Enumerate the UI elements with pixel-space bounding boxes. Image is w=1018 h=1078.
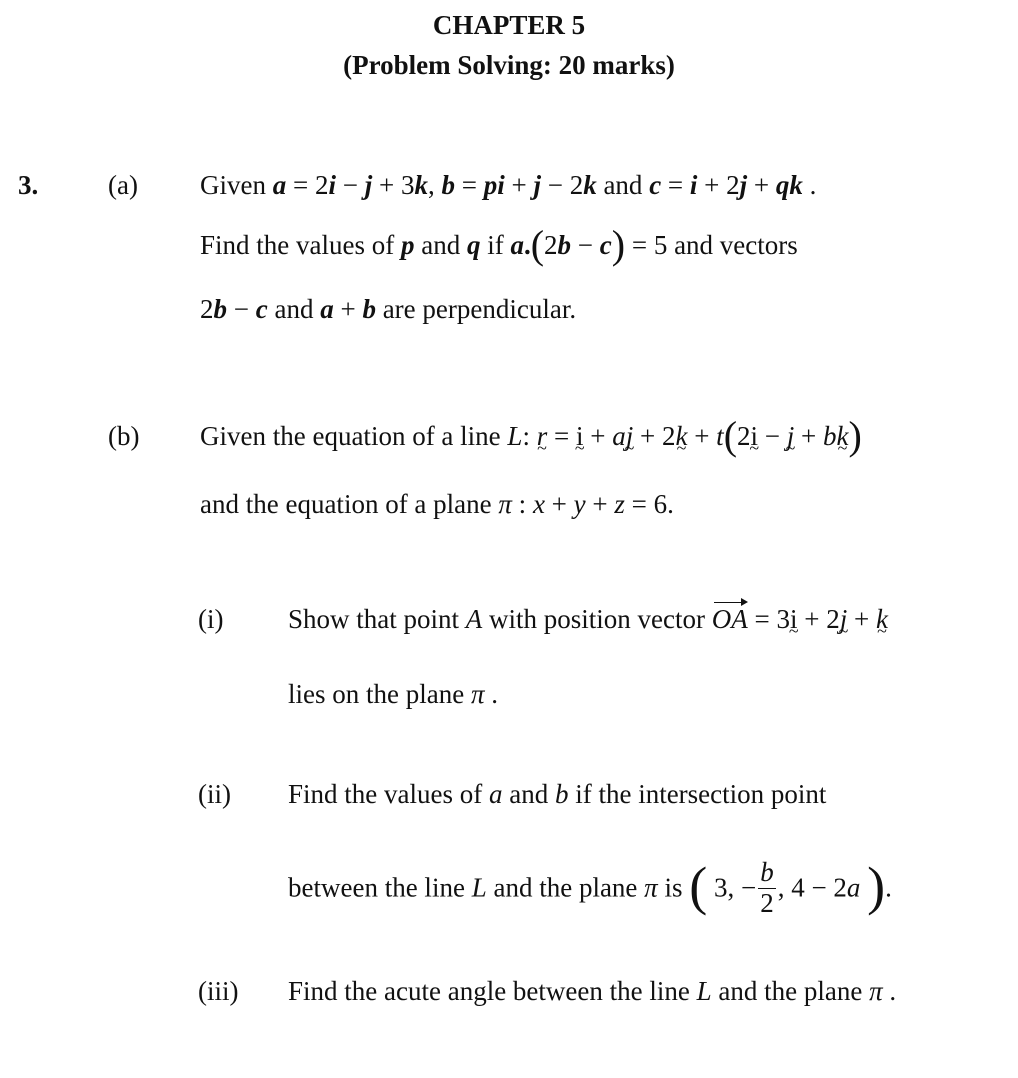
sub-iii-line-1: Find the acute angle between the line L and the plane π . [288, 976, 897, 1006]
sub-i-line-1: Show that point A with position vector OA = 3i ~ + 2j ~ + k ~ [288, 606, 888, 633]
sub-ii-label: (ii) [198, 779, 231, 809]
part-a-line-2: Find the values of p and q if a.(2b − c) = 5 and vectors [200, 222, 798, 267]
part-a-line-1: Given a = 2i − j + 3k, b = pi + j − 2k and c = i + 2j + qk . [200, 170, 817, 200]
sub-ii-line-2: between the line L and the plane π is ( 3, − $\frac{b}{2}$ , 4 − 2a ). [288, 856, 892, 918]
question-number: 3. [18, 170, 39, 200]
sub-i-label: (i) [198, 604, 224, 634]
chapter-subtitle: (Problem Solving: 20 marks) [343, 50, 675, 80]
sub-iii-label: (iii) [198, 976, 239, 1006]
part-a-label: (a) [108, 170, 138, 200]
part-a-line-3: 2b − c and a + b are perpendicular. [200, 294, 577, 324]
part-b-line-1: Given the equation of a line L: r ~ = i ~ + aj ~ + 2k ~ + t(2i ~ − j ~ + bk ~) [200, 423, 862, 450]
chapter-title: CHAPTER 5 [432, 10, 586, 40]
part-b-line-2: and the equation of a plane π : x + y + z = 6. [200, 489, 674, 519]
sub-i-line-2: lies on the plane π . [288, 679, 498, 709]
part-b-label: (b) [108, 421, 140, 451]
sub-ii-line-1: Find the values of a and b if the intersection point [288, 779, 827, 809]
